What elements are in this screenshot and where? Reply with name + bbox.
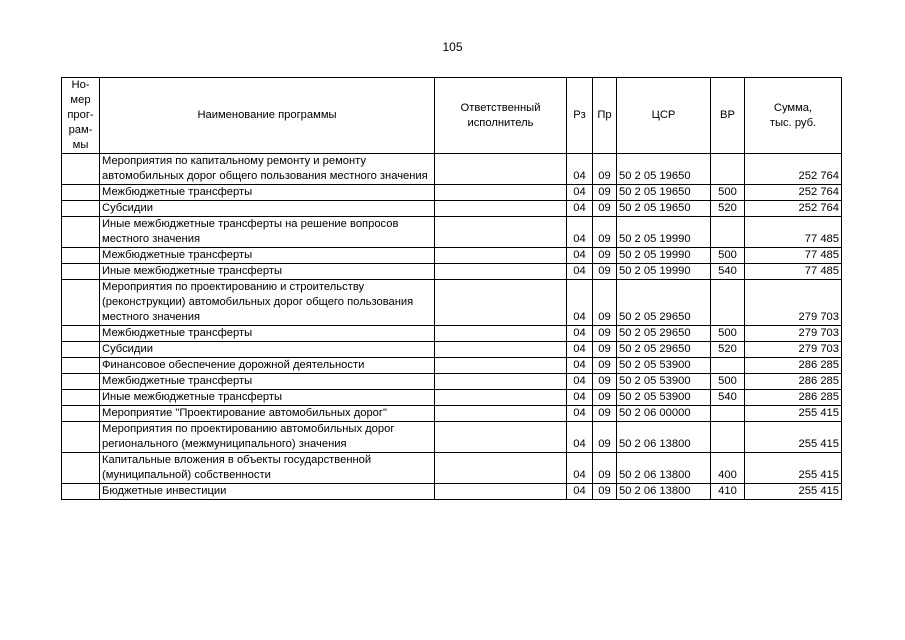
program-number-cell: [62, 484, 100, 500]
executor-cell: [435, 264, 567, 280]
rz-cell: 04: [567, 201, 593, 217]
program-number-cell: [62, 390, 100, 406]
sum-cell: 255 415: [745, 484, 842, 500]
executor-cell: [435, 248, 567, 264]
program-name-cell: Субсидии: [100, 201, 435, 217]
header-executor: Ответственный исполнитель: [435, 78, 567, 154]
program-name-cell: Финансовое обеспечение дорожной деятельности: [100, 358, 435, 374]
vr-cell: [711, 280, 745, 326]
pr-cell: 09: [593, 217, 617, 248]
sum-cell: 286 285: [745, 390, 842, 406]
csr-cell: 50 2 05 29650: [617, 342, 711, 358]
vr-cell: 500: [711, 326, 745, 342]
table-row: [62, 422, 842, 453]
vr-cell: 520: [711, 342, 745, 358]
header-sum: Сумма, тыс. руб.: [745, 78, 842, 154]
vr-cell: [711, 422, 745, 453]
sum-cell: 77 485: [745, 248, 842, 264]
table-row: [62, 248, 842, 264]
sum-cell: 252 764: [745, 185, 842, 201]
executor-cell: [435, 217, 567, 248]
pr-cell: 09: [593, 185, 617, 201]
program-name-cell: Иные межбюджетные трансферты на решение вопросов местного значения: [100, 217, 435, 248]
table-row: [62, 264, 842, 280]
executor-cell: [435, 453, 567, 484]
table-row: [62, 358, 842, 374]
program-number-cell: [62, 201, 100, 217]
vr-cell: 400: [711, 453, 745, 484]
executor-cell: [435, 422, 567, 453]
program-name-cell: Капитальные вложения в объекты государственной (муниципальной) собственности: [100, 453, 435, 484]
pr-cell: 09: [593, 326, 617, 342]
csr-cell: 50 2 06 13800: [617, 484, 711, 500]
rz-cell: 04: [567, 374, 593, 390]
program-name-cell: Иные межбюджетные трансферты: [100, 390, 435, 406]
program-number-cell: [62, 453, 100, 484]
program-number-cell: [62, 406, 100, 422]
pr-cell: 09: [593, 248, 617, 264]
rz-cell: 04: [567, 154, 593, 185]
program-number-cell: [62, 280, 100, 326]
program-name-cell: Мероприятие "Проектирование автомобильных дорог": [100, 406, 435, 422]
vr-cell: 500: [711, 185, 745, 201]
program-name-cell: Межбюджетные трансферты: [100, 248, 435, 264]
sum-cell: 286 285: [745, 374, 842, 390]
pr-cell: 09: [593, 154, 617, 185]
rz-cell: 04: [567, 264, 593, 280]
csr-cell: 50 2 05 19650: [617, 201, 711, 217]
vr-cell: 500: [711, 248, 745, 264]
program-name-cell: Мероприятия по капитальному ремонту и ремонту автомобильных дорог общего пользования местного значения: [100, 154, 435, 185]
executor-cell: [435, 484, 567, 500]
csr-cell: 50 2 05 19650: [617, 154, 711, 185]
pr-cell: 09: [593, 201, 617, 217]
rz-cell: 04: [567, 484, 593, 500]
rz-cell: 04: [567, 342, 593, 358]
csr-cell: 50 2 05 19990: [617, 248, 711, 264]
program-name-cell: Мероприятия по проектированию и строительству (реконструкции) автомобильных дорог общего пользования местного значения: [100, 280, 435, 326]
pr-cell: 09: [593, 422, 617, 453]
sum-cell: 286 285: [745, 358, 842, 374]
vr-cell: 540: [711, 264, 745, 280]
csr-cell: 50 2 05 19990: [617, 217, 711, 248]
executor-cell: [435, 185, 567, 201]
table-row: [62, 280, 842, 326]
executor-cell: [435, 201, 567, 217]
sum-cell: 255 415: [745, 406, 842, 422]
rz-cell: 04: [567, 406, 593, 422]
rz-cell: 04: [567, 326, 593, 342]
vr-cell: 520: [711, 201, 745, 217]
table-row: [62, 201, 842, 217]
vr-cell: 410: [711, 484, 745, 500]
rz-cell: 04: [567, 358, 593, 374]
header-row: [62, 78, 842, 154]
pr-cell: 09: [593, 358, 617, 374]
csr-cell: 50 2 05 53900: [617, 390, 711, 406]
program-number-cell: [62, 217, 100, 248]
csr-cell: 50 2 06 00000: [617, 406, 711, 422]
csr-cell: 50 2 05 29650: [617, 326, 711, 342]
vr-cell: 540: [711, 390, 745, 406]
executor-cell: [435, 390, 567, 406]
header-program-name: Наименование программы: [100, 78, 435, 154]
table-row: [62, 484, 842, 500]
vr-cell: [711, 406, 745, 422]
sum-cell: 252 764: [745, 154, 842, 185]
csr-cell: 50 2 05 19650: [617, 185, 711, 201]
header-pr: Пр: [593, 78, 617, 154]
program-number-cell: [62, 248, 100, 264]
sum-cell: 279 703: [745, 280, 842, 326]
executor-cell: [435, 374, 567, 390]
sum-cell: 77 485: [745, 264, 842, 280]
pr-cell: 09: [593, 374, 617, 390]
executor-cell: [435, 280, 567, 326]
executor-cell: [435, 326, 567, 342]
program-number-cell: [62, 264, 100, 280]
table-row: [62, 154, 842, 185]
csr-cell: 50 2 05 53900: [617, 358, 711, 374]
table-row: [62, 406, 842, 422]
program-name-cell: Субсидии: [100, 342, 435, 358]
executor-cell: [435, 154, 567, 185]
csr-cell: 50 2 05 53900: [617, 374, 711, 390]
rz-cell: 04: [567, 217, 593, 248]
rz-cell: 04: [567, 248, 593, 264]
header-program-number: Но- мер прог- рам- мы: [62, 78, 100, 154]
table-row: [62, 453, 842, 484]
vr-cell: [711, 154, 745, 185]
table-row: [62, 390, 842, 406]
page-number: 105: [442, 40, 463, 54]
program-name-cell: Межбюджетные трансферты: [100, 374, 435, 390]
table-row: [62, 326, 842, 342]
program-number-cell: [62, 358, 100, 374]
table-row: [62, 374, 842, 390]
program-number-cell: [62, 154, 100, 185]
csr-cell: 50 2 06 13800: [617, 422, 711, 453]
pr-cell: 09: [593, 342, 617, 358]
csr-cell: 50 2 06 13800: [617, 453, 711, 484]
rz-cell: 04: [567, 185, 593, 201]
vr-cell: [711, 358, 745, 374]
header-rz: Рз: [567, 78, 593, 154]
pr-cell: 09: [593, 264, 617, 280]
program-number-cell: [62, 422, 100, 453]
header-csr: ЦСР: [617, 78, 711, 154]
program-name-cell: Иные межбюджетные трансферты: [100, 264, 435, 280]
pr-cell: 09: [593, 406, 617, 422]
rz-cell: 04: [567, 390, 593, 406]
vr-cell: [711, 217, 745, 248]
rz-cell: 04: [567, 422, 593, 453]
program-name-cell: Мероприятия по проектированию автомобильных дорог регионального (межмуниципального) значения: [100, 422, 435, 453]
rz-cell: 04: [567, 280, 593, 326]
csr-cell: 50 2 05 29650: [617, 280, 711, 326]
table-row: [62, 217, 842, 248]
pr-cell: 09: [593, 390, 617, 406]
sum-cell: 279 703: [745, 326, 842, 342]
sum-cell: 255 415: [745, 453, 842, 484]
program-name-cell: Бюджетные инвестиции: [100, 484, 435, 500]
executor-cell: [435, 342, 567, 358]
sum-cell: 252 764: [745, 201, 842, 217]
csr-cell: 50 2 05 19990: [617, 264, 711, 280]
vr-cell: 500: [711, 374, 745, 390]
rz-cell: 04: [567, 453, 593, 484]
program-name-cell: Межбюджетные трансферты: [100, 326, 435, 342]
pr-cell: 09: [593, 280, 617, 326]
program-name-cell: Межбюджетные трансферты: [100, 185, 435, 201]
pr-cell: 09: [593, 484, 617, 500]
program-number-cell: [62, 374, 100, 390]
sum-cell: 255 415: [745, 422, 842, 453]
budget-table: [61, 77, 842, 500]
table-row: [62, 185, 842, 201]
pr-cell: 09: [593, 453, 617, 484]
executor-cell: [435, 406, 567, 422]
sum-cell: 279 703: [745, 342, 842, 358]
sum-cell: 77 485: [745, 217, 842, 248]
table-row: [62, 342, 842, 358]
program-number-cell: [62, 326, 100, 342]
program-number-cell: [62, 342, 100, 358]
program-number-cell: [62, 185, 100, 201]
executor-cell: [435, 358, 567, 374]
header-vr: ВР: [711, 78, 745, 154]
table-body: [62, 154, 842, 500]
